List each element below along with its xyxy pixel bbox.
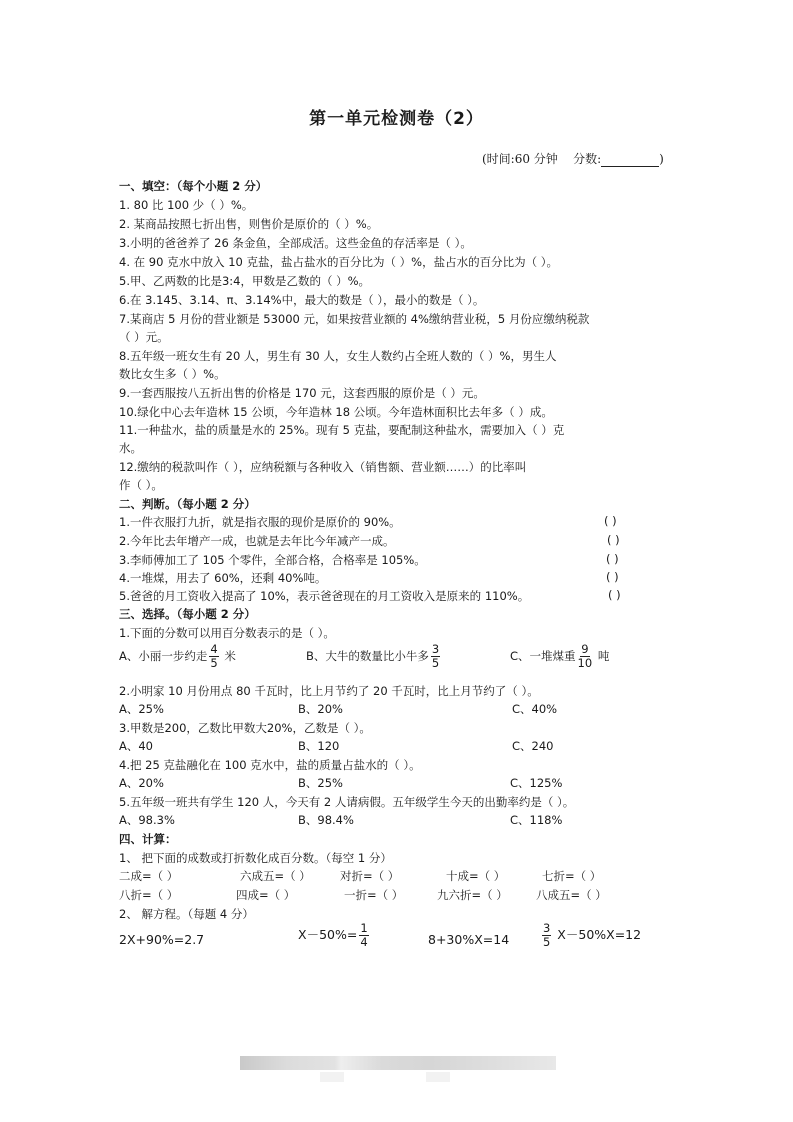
choice-q4-stem: 4.把 25 克盐融化在 100 克水中，盐的质量占盐水的（ ）。: [119, 758, 421, 772]
fraction-numerator: 3: [431, 642, 440, 656]
conv-item[interactable]: 八成五=（ ）: [536, 888, 607, 902]
fill-item-8-cont: 数比女生多（ ）%。: [119, 367, 226, 381]
choice-q1-option-b[interactable]: [306, 643, 442, 670]
choice-q4-option-a[interactable]: A、20%: [119, 776, 164, 790]
time-label: (时间:60 分钟: [482, 152, 558, 166]
choice-q3-option-c[interactable]: C、240: [512, 739, 554, 753]
fraction-denominator: 10: [577, 656, 593, 670]
fill-item-12-cont: 作（ ）。: [119, 478, 163, 492]
fraction-numerator: 9: [581, 642, 589, 656]
conv-item[interactable]: 七折=（ ）: [542, 869, 602, 883]
conv-item[interactable]: 六成五=（ ）: [240, 869, 311, 883]
choice-q2-option-b[interactable]: B、20%: [298, 702, 343, 716]
conv-item[interactable]: 四成=（ ）: [236, 888, 296, 902]
fill-item-1: 1. 80 比 100 少（ ）%。: [119, 198, 254, 212]
fill-item-4: 4. 在 90 克水中放入 10 克盐，盐占盐水的百分比为（ ）%，盐占水的百分比为（ ）。: [119, 255, 559, 269]
fill-item-12: 12.缴纳的税款叫作（ ），应纳税额与各种收入（销售额、营业额……）的比率叫: [119, 460, 527, 474]
fraction: [359, 922, 368, 949]
judge-item-4: 4.一堆煤，用去了 60%，还剩 40%吨。: [119, 571, 327, 585]
conv-item[interactable]: 九六折=（ ）: [437, 888, 508, 902]
judge-answer-5[interactable]: ( ): [608, 588, 621, 602]
fill-item-5: 5.甲、乙两数的比是3:4，甲数是乙数的（ ）%。: [119, 274, 371, 288]
choice-q1-option-c[interactable]: [510, 643, 609, 670]
blurred-footer-mark: [320, 1072, 344, 1082]
page-title: 第一单元检测卷（2）: [309, 109, 484, 129]
option-c-text: C、一堆煤重: [510, 649, 576, 663]
judge-item-2: 2.今年比去年增产一成，也就是去年比今年减产一成。: [119, 534, 395, 548]
equation-3: 8+30%X=14: [428, 932, 510, 947]
fraction-denominator: 5: [543, 935, 551, 949]
section2-heading: 二、判断。（每小题 2 分）: [119, 497, 256, 511]
conv-item[interactable]: 八折=（ ）: [119, 888, 179, 902]
fill-item-9: 9.一套西服按八五折出售的价格是 170 元，这套西服的原价是（ ）元。: [119, 386, 485, 400]
choice-q4-option-b[interactable]: B、25%: [298, 776, 343, 790]
choice-q4-option-c[interactable]: C、125%: [510, 776, 563, 790]
fill-item-3: 3.小明的爸爸养了 26 条金鱼，全部成活。这些金鱼的存活率是（ ）。: [119, 236, 472, 250]
choice-q3-option-a[interactable]: A、40: [119, 739, 154, 753]
choice-q1-stem: 1.下面的分数可以用百分数表示的是（ ）。: [119, 626, 335, 640]
fill-item-10: 10.绿化中心去年造林 15 公顷，今年造林 18 公顷。今年造林面积比去年多（ ）成。: [119, 405, 553, 419]
choice-q3-stem: 3.甲数是200，乙数比甲数大20%，乙数是（ ）。: [119, 721, 371, 735]
choice-q5-option-c[interactable]: C、118%: [510, 813, 563, 827]
section3-heading: 三、选择。（每小题 2 分）: [119, 607, 256, 621]
section1-heading: 一、填空：（每个小题 2 分）: [119, 179, 268, 193]
judge-answer-2[interactable]: ( ): [607, 533, 620, 547]
choice-q5-option-a[interactable]: A、98.3%: [119, 813, 175, 827]
section4-heading: 四、计算：: [119, 832, 177, 846]
option-b-text: B、大牛的数量比小牛多: [306, 649, 429, 663]
fill-item-2: 2. 某商品按照七折出售，则售价是原价的（ ）%。: [119, 217, 379, 231]
fraction: [542, 922, 551, 949]
blurred-footer-mark: [426, 1072, 450, 1082]
calc-part1-label: 1、 把下面的成数或打折数化成百分数。（每空 1 分）: [119, 851, 392, 865]
fill-item-7-cont: （ ）元。: [119, 330, 169, 344]
fraction-numerator: 3: [543, 921, 551, 935]
fraction-denominator: 4: [360, 935, 368, 949]
conv-item[interactable]: 二成=（ ）: [119, 869, 179, 883]
judge-item-3: 3.李师傅加工了 105 个零件，全部合格，合格率是 105%。: [119, 553, 426, 567]
choice-q3-option-b[interactable]: B、120: [298, 739, 340, 753]
option-a-text: A、小丽一步约走: [119, 649, 208, 663]
choice-q1-option-a[interactable]: [119, 643, 236, 670]
equation-2-text: X－50%=: [298, 927, 358, 942]
fraction: [209, 643, 218, 670]
fill-item-11-cont: 水。: [119, 441, 142, 455]
conv-item[interactable]: 一折=（ ）: [344, 888, 404, 902]
fraction: [431, 643, 440, 670]
calc-part2-label: 2、 解方程。（每题 4 分）: [119, 907, 254, 921]
fill-item-8: 8.五年级一班女生有 20 人，男生有 30 人，女生人数约占全班人数的（ ）%，男生人: [119, 349, 557, 363]
choice-q5-stem: 5.五年级一班共有学生 120 人，今天有 2 人请病假。五年级学生今天的出勤率约是（ ）。: [119, 795, 575, 809]
score-label: 分数:: [573, 152, 602, 166]
fraction-numerator: 4: [210, 642, 218, 656]
choice-q2-option-c[interactable]: C、40%: [512, 702, 558, 716]
blurred-footer: [240, 1056, 556, 1070]
choice-q2-option-a[interactable]: A、25%: [119, 702, 164, 716]
fill-item-6: 6.在 3.145、3.14、π、3.14%中，最大的数是（ ），最小的数是（ ）。: [119, 293, 485, 307]
fill-item-7: 7.某商店 5 月份的营业额是 53000 元，如果按营业额的 4%缴纳营业税，5 月份应缴纳税款: [119, 312, 590, 326]
equation-4: [540, 922, 641, 949]
judge-item-1: 1.一件衣服打九折，就是指衣服的现价是原价的 90%。: [119, 515, 401, 529]
judge-answer-4[interactable]: ( ): [606, 570, 619, 584]
option-c-unit: 吨: [594, 649, 610, 663]
choice-q2-stem: 2.小明家 10 月份用点 80 千瓦时，比上月节约了 20 千瓦时，比上月节约了（ ）。: [119, 684, 539, 698]
judge-answer-1[interactable]: ( ): [604, 514, 617, 528]
equation-2: [298, 922, 371, 949]
fraction: [578, 643, 593, 670]
equation-4-text: X－50%X=12: [553, 927, 642, 942]
exam-meta: [482, 150, 664, 167]
conv-item[interactable]: 十成=（ ）: [446, 869, 506, 883]
judge-item-5: 5.爸爸的月工资收入提高了 10%，表示爸爸现在的月工资收入是原来的 110%。: [119, 589, 530, 603]
option-a-unit: 米: [220, 649, 236, 663]
fraction-denominator: 5: [431, 656, 440, 670]
score-blank[interactable]: [601, 154, 659, 167]
fraction-numerator: 1: [360, 921, 368, 935]
judge-answer-3[interactable]: ( ): [606, 552, 619, 566]
equation-1: 2X+90%=2.7: [119, 932, 205, 947]
conv-item[interactable]: 对折=（ ）: [340, 869, 400, 883]
fraction-denominator: 5: [210, 656, 218, 670]
choice-q5-option-b[interactable]: B、98.4%: [298, 813, 354, 827]
fill-item-11: 11.一种盐水，盐的质量是水的 25%。现有 5 克盐，要配制这种盐水，需要加入（ ）克: [119, 423, 565, 437]
meta-close: ): [659, 152, 664, 166]
